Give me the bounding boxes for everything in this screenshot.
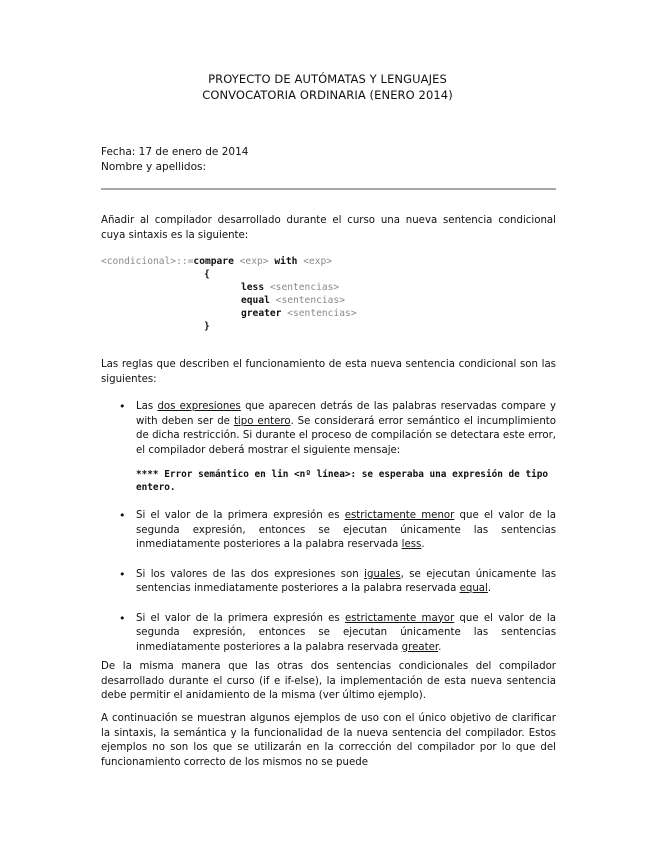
rule-item-greater (119, 612, 556, 656)
document-title-line1: PROYECTO DE AUTÓMATAS Y LENGUAJES (208, 72, 447, 86)
grammar-open-brace: { (204, 269, 210, 280)
examples-paragraph: A continuación se muestran algunos ejemplos de uso con el único objetivo de clarificar la sintaxis, la semántica y la funcionalidad de la nueva sentencia del compilador. Estos ejemplos no son los que se utilizarán en la corrección del compilador por lo que del funcionamiento correcto de los mismos no se puede (101, 713, 556, 768)
rule3-underlined-equal-values: iguales (364, 568, 401, 580)
horizontal-divider (101, 188, 556, 190)
nonterminal-exp-2: <exp> (303, 256, 333, 267)
nonterminal-exp-1: <exp> (239, 256, 269, 267)
nesting-paragraph: De la misma manera que las otras dos sentencias condicionales del compilador desarrollado durante el curso (if e if-else), la implementación de esta nueva sentencia debe permitir el anidamiento de la misma (ver último ejemplo). (101, 661, 556, 701)
keyword-greater: greater (241, 308, 282, 319)
grammar-line-less (241, 282, 339, 295)
assign-operator: ::= (176, 256, 194, 267)
rule3-text-a: Si los valores de las dos expresiones son (136, 568, 365, 580)
rule2-underlined-strictly-less: estrictamente menor (344, 510, 455, 521)
rule2-text-b: que el valor de la segunda expresión, entonces se ejecutan únicamente las sentencias inmediatamente posteriores a la palabra reservada (136, 510, 556, 550)
nonterminal-sentencias-less: <sentencias> (269, 282, 340, 293)
rule3-text-c: . (487, 583, 492, 594)
rule-item-equal (119, 568, 556, 597)
rule2-text-c: . (421, 539, 425, 550)
rule1-underlined-integer-type: tipo entero (233, 415, 291, 427)
date-field: Fecha: 17 de enero de 2014 (101, 146, 249, 158)
rule2-text-a: Si el valor de la primera expresión es (136, 510, 345, 521)
rule4-text-a: Si el valor de la primera expresión es (136, 612, 345, 624)
rule1-text-c: . Se considerará error semántico el incumplimiento de dicha restricción. Si durante el proceso de compilación se detectara este error, el compilador deberá mostrar el siguiente mensaje: (136, 415, 556, 456)
rule3-underlined-equal: equal (459, 583, 488, 594)
rule4-underlined-greater: greater (401, 641, 439, 653)
rule4-text-b: que el valor de la segunda expresión, entonces se ejecutan únicamente las sentencias inmediatamente posteriores a la palabra reservada (136, 612, 557, 653)
keyword-equal: equal (241, 295, 270, 306)
rule1-text-a: Las (136, 401, 158, 412)
keyword-with: with (274, 256, 298, 267)
intro-paragraph: Añadir al compilador desarrollado durante el curso una nueva sentencia condicional cuya sintaxis es la siguiente: (101, 215, 556, 241)
rule-item-integer-type (119, 400, 556, 494)
rules-list (119, 400, 556, 655)
keyword-compare: compare (193, 256, 234, 267)
rule2-underlined-less: less (401, 539, 422, 550)
grammar-line-equal (241, 295, 345, 308)
grammar-line-greater (241, 308, 357, 321)
keyword-less: less (241, 282, 265, 293)
nonterminal-sentencias-equal: <sentencias> (275, 295, 345, 306)
grammar-close-brace: } (204, 321, 210, 332)
nonterminal-sentencias-greater: <sentencias> (287, 308, 357, 319)
name-field: Nombre y apellidos: (101, 161, 207, 173)
rule4-text-c: . (438, 641, 442, 653)
rules-intro-paragraph: Las reglas que describen el funcionamiento de esta nueva sentencia condicional son las siguientes: (101, 359, 556, 385)
rule4-underlined-strictly-greater: estrictamente mayor (344, 612, 455, 624)
rule1-text-b: que aparecen detrás de las palabras reservadas compare y with deben ser de (136, 401, 556, 427)
rule-item-less (119, 509, 556, 553)
rule3-text-b: , se ejecutan únicamente las sentencias inmediatamente posteriores a la palabra reservada (136, 568, 557, 594)
grammar-line-compare (101, 256, 332, 269)
nonterminal-condicional: <condicional> (101, 256, 177, 267)
semantic-error-message: **** Error semántico en lin <nº línea>: se esperaba una expresión de tipo entero. (136, 469, 549, 493)
document-title-line2: CONVOCATORIA ORDINARIA (ENERO 2014) (202, 88, 453, 102)
rule1-underlined-expressions: dos expresiones (157, 401, 241, 412)
